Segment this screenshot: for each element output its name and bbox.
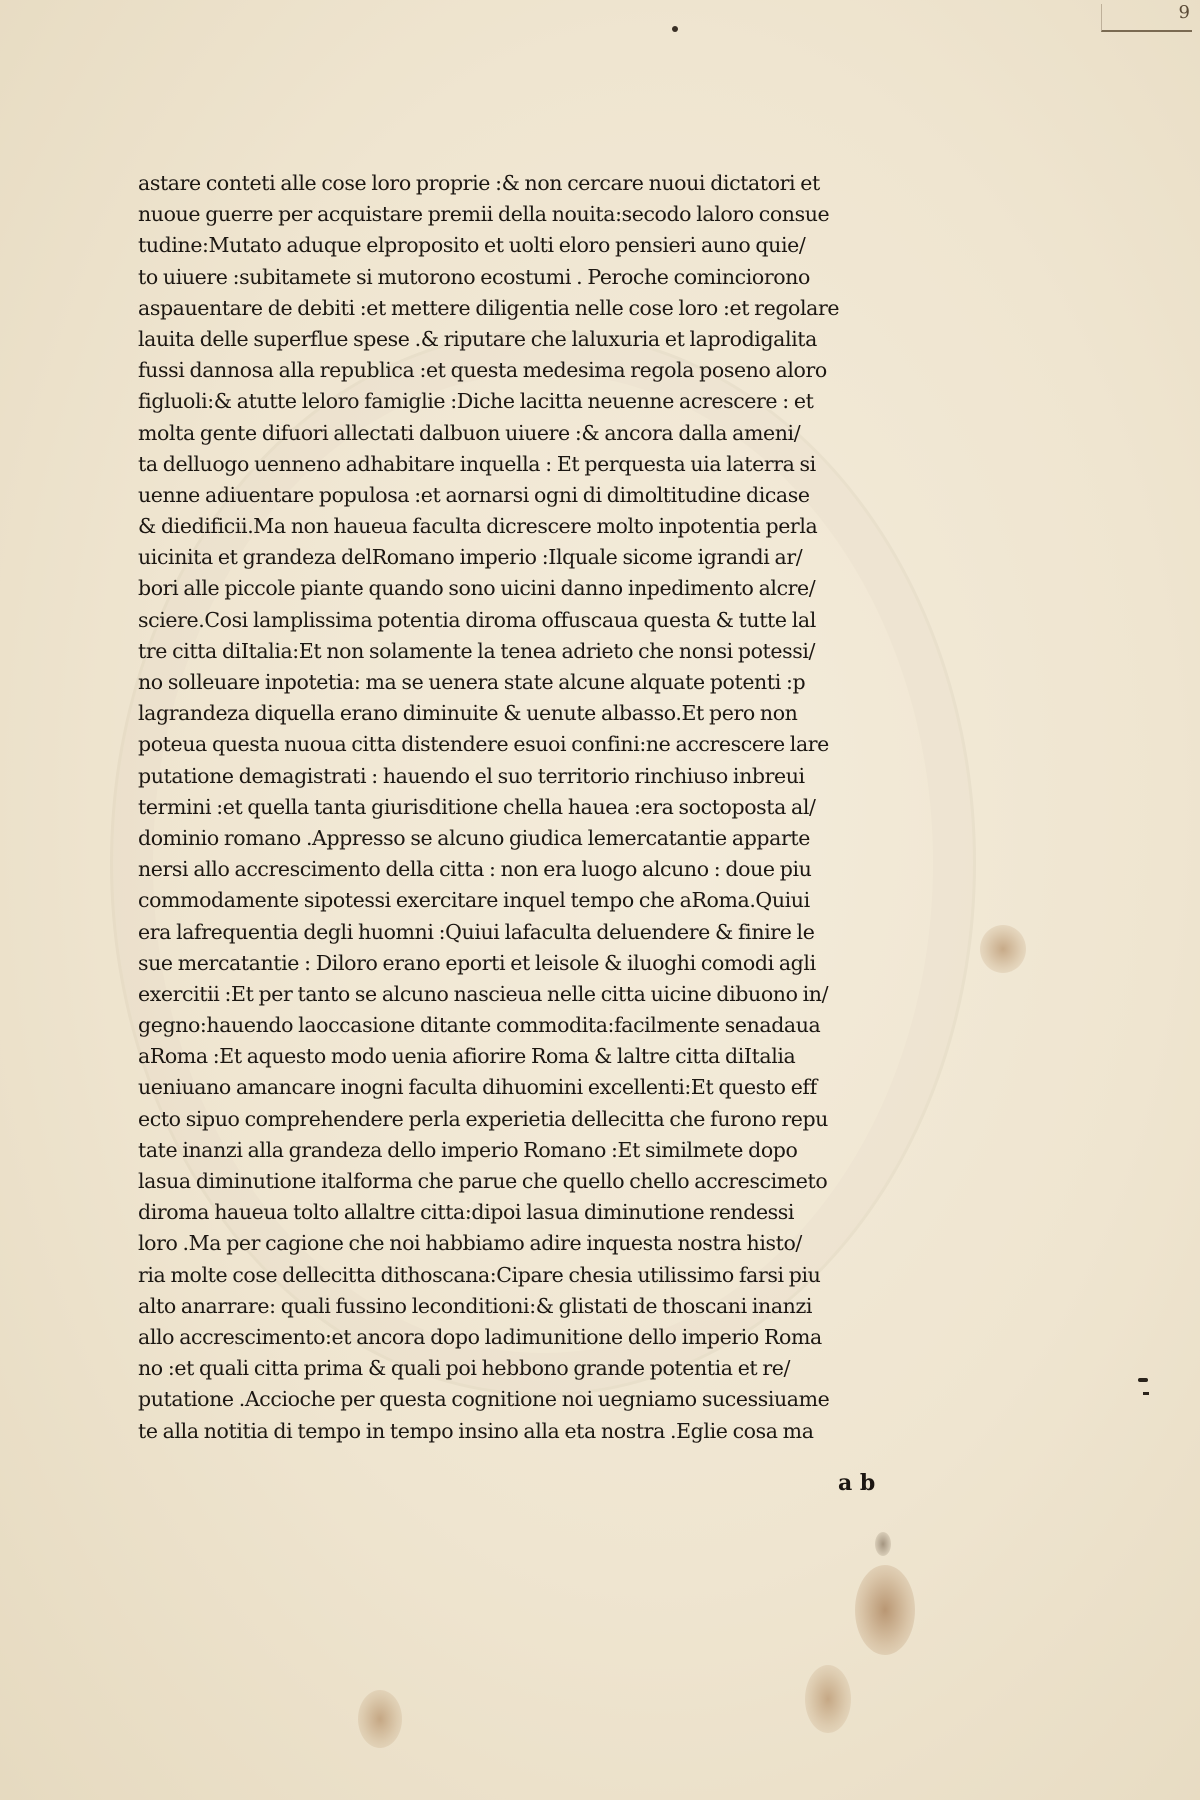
text-line: lasua diminutione italforma che parue che quello chello accrescimeto	[138, 1169, 828, 1193]
folio-number: 9	[1178, 2, 1190, 23]
text-line: uenne adiuentare populosa :et aornarsi ogni di dimoltitudine dicase	[138, 482, 810, 507]
text-line: astare conteti alle cose loro proprie :& non cercare nuoui dictatori et	[138, 171, 820, 195]
text-line: loro .Ma per cagione che noi habbiamo adire inquesta nostra histo/	[138, 1231, 802, 1256]
text-line: putatione .Accioche per questa cognitione noi uegniamo sucessiuame	[138, 1387, 830, 1412]
text-line: allo accrescimento:et ancora dopo ladimunitione dello imperio Roma	[138, 1324, 822, 1349]
text-line: nuoue guerre per acquistare premii della nouita:secodo laloro consue	[138, 202, 830, 227]
text-line: figluoli:& atutte leloro famiglie :Diche lacitta neuenne acrescere : et	[138, 389, 814, 414]
text-line: diroma haueua tolto allaltre citta:dipoi lasua diminutione rendessi	[138, 1200, 795, 1225]
text-line: no :et quali citta prima & quali poi hebbono grande potentia et re/	[138, 1356, 791, 1381]
paper-stain	[980, 925, 1026, 973]
text-line: aspauentare de debiti :et mettere diligentia nelle cose loro :et regolare	[138, 295, 840, 320]
text-line: sue mercatantie : Diloro erano eporti et leisole & iluoghi comodi agli	[138, 950, 816, 975]
text-line: ta delluogo uenneno adhabitare inquella : Et perquesta uia laterra si	[138, 451, 816, 476]
text-line: era lafrequentia degli huomni :Quiui lafaculta deluendere & finire le	[138, 919, 815, 944]
text-line: tate inanzi alla grandeza dello imperio Romano :Et similmete dopo	[138, 1137, 798, 1162]
text-line: exercitii :Et per tanto se alcuno nascieua nelle citta uicine dibuono in/	[138, 981, 829, 1006]
margin-mark-small	[1143, 1392, 1149, 1395]
text-line: bori alle piccole piante quando sono uicini danno inpedimento alcre/	[138, 576, 816, 601]
text-line: ecto sipuo comprehendere perla experietia dellecitta che furono repu	[138, 1106, 828, 1131]
text-line: dominio romano .Appresso se alcuno giudica lemercatantie apparte	[138, 825, 810, 850]
text-line: tudine:Mutato aduque elproposito et uolti eloro pensieri auno quie/	[138, 233, 806, 258]
text-line: ueniuano amancare inogni faculta dihuomini excellenti:Et questo eff	[138, 1075, 817, 1100]
text-line: uicinita et grandeza delRomano imperio :Ilquale sicome igrandi ar/	[138, 545, 803, 570]
text-line: no solleuare inpotetia: ma se uenera state alcune alquate potenti :p	[138, 670, 806, 694]
text-line: putatione demagistrati : hauendo el suo territorio rinchiuso inbreui	[138, 763, 805, 788]
text-line: termini :et quella tanta giurisditione chella hauea :era soctoposta al/	[138, 794, 816, 819]
margin-mark	[1138, 1378, 1148, 1382]
text-line: te alla notitia di tempo in tempo insino alla eta nostra .Eglie cosa ma	[138, 1418, 814, 1443]
text-line: gegno:hauendo laoccasione ditante commodita:facilmente senadaua	[138, 1013, 821, 1038]
text-line: ria molte cose dellecitta dithoscana:Cipare chesia utilissimo farsi piu	[138, 1262, 821, 1287]
text-line: to uiuere :subitamete si mutorono ecostumi . Peroche cominciorono	[138, 264, 810, 289]
paper-stain	[875, 1532, 891, 1556]
paper-stain	[855, 1565, 915, 1655]
text-line: fussi dannosa alla republica :et questa medesima regola poseno aloro	[138, 358, 827, 383]
body-text	[138, 168, 893, 1447]
text-line: aRoma :Et aquesto modo uenia afiorire Roma & laltre citta diItalia	[138, 1044, 796, 1069]
signature-mark: a b	[838, 1470, 876, 1496]
text-line: molta gente difuori allectati dalbuon uiuere :& ancora dalla ameni/	[138, 420, 801, 445]
text-line: commodamente sipotessi exercitare inquel tempo che aRoma.Quiui	[138, 888, 810, 913]
text-line: & diedificii.Ma non haueua faculta dicrescere molto inpotentia perla	[138, 514, 818, 539]
paper-stain	[805, 1665, 851, 1733]
text-line: lauita delle superflue spese .& riputare che laluxuria et laprodigalita	[138, 326, 817, 351]
text-line: sciere.Cosi lamplissima potentia diroma offuscaua questa & tutte lal	[138, 607, 816, 632]
paper-stain	[358, 1690, 402, 1748]
text-line: poteua questa nuoua citta distendere esuoi confini:ne accrescere lare	[138, 732, 829, 757]
text-line: alto anarrare: quali fussino leconditioni:& glistati de thoscani inanzi	[138, 1293, 813, 1318]
text-line: lagrandeza diquella erano diminuite & uenute albasso.Et pero non	[138, 701, 798, 726]
text-line: tre citta diItalia:Et non solamente la tenea adrieto che nonsi potessi/	[138, 638, 815, 663]
ink-dot	[672, 26, 678, 32]
text-line: nersi allo accrescimento della citta : non era luogo alcuno : doue piu	[138, 857, 812, 882]
